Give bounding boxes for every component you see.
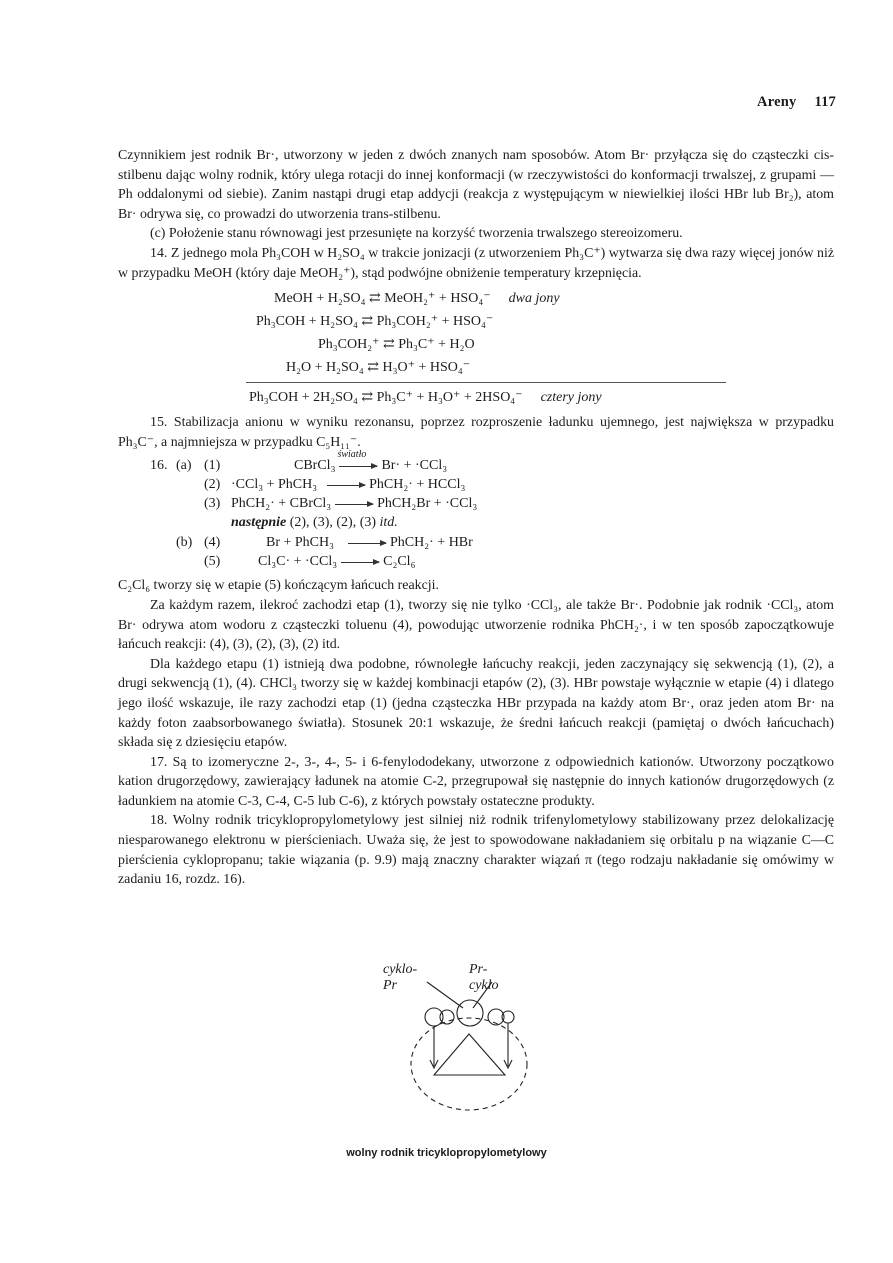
label-pr-cyklo: Pr-cyklo xyxy=(469,962,499,993)
reaction-1: CBrCl₃ światło Br· + ·CCl₃ xyxy=(294,456,447,476)
paragraph-zakazdym: Za każdym razem, ilekroć zachodzi etap (1), tworzy się nie tylko ·CCl₃, ale także Br·. Podobnie jak rodnik ·CCl₃, atom Br· odrywa atom wodoru z cząsteczki toluenu (4), powodując utworzenie rodnika PhCH₂·, i w ten sposób zapoczątkowuje łańcuch reakcji: (4), (3), (2), (3), (2) itd. xyxy=(118,597,834,653)
paragraph-17: 17. Są to izomeryczne 2-, 3-, 4-, 5- i 6-fenylododekany, utworzone z odpowiednich kationów. Utworzony początkowo kation drugorzędowy, zawierający ładunek na atomie C-2, przegrupował się następnie do innych kationów drugorzędowych (z ładunkiem na atomie C-3, C-4, C-5 lub C-6), z których powstały ostateczne produkty. xyxy=(118,754,834,809)
paragraph-18: 18. Wolny rodnik tricyklopropylometylowy jest silniej niż rodnik trifenylometylowy stabilizowany przez delokalizację niesparowanego elektronu w pierścieniach. Uważa się, że jest to spowodowane nakładaniem się orbitalu p na wiązanie C—C pierścienia cyklopropanu; takie wiązania (p. 9.9) mają znaczny charakter wiązań π (tego rodzaju nakładanie się omówimy w zadaniu 16, rozdz. 16). xyxy=(118,813,834,888)
paragraph-15: 15. Stabilizacja anionu w wyniku rezonansu, poprzez rozproszenie ładunku ujemnego, jest największa w przypadku Ph₃C⁻, a najmniejsza w przypadku C₅H₁₁⁻. xyxy=(118,415,834,450)
equation-4: H₂O + H₂SO₄ ⇄ H₃O⁺ + HSO₄⁻ xyxy=(286,360,471,376)
page-number: 117 xyxy=(814,94,836,110)
paragraph-dla: Dla każdego etapu (1) istnieją dwa podobne, równoległe łańcuchy reakcji, jeden zaczynający się sekwencją (1), (2), a drugi sekwencją (1), (4). CHCl₃ tworzy się w każdej kombinacji etapów (2), (3). HBr powstaje wyłącznie w etapie (4) i dlatego jego ilość wskazuje, ile razy zachodzi etap (1) (jedna cząsteczka HBr przypada na każdy atom Br·, oraz jeden atom Br· na każdy foton zaabsorbowanego światła). Stosunek 20:1 wskazuje, że średni łańcuch reakcji (pamiętaj o dwóch łańcuchach) składa się z dziesięciu etapów. xyxy=(118,656,834,751)
reaction-4: Br + PhCH₃ PhCH₂· + HBr xyxy=(266,535,473,551)
step-label: (5) xyxy=(204,554,221,570)
paragraph-intro: Czynnikiem jest rodnik Br·, utworzony w jeden z dwóch znanych nam sposobów. Atom Br· przyłącza się do cząsteczki cis-stilbenu dając wolny rodnik, który ulega rotacji do innej konformacji (w rzeczywistości do konformacji trwalszej, z grupami —Ph oddalonymi od siebie). Zanim nastąpi drugi etap addycji (reakcja z występującym w niewielkiej ilości HBr lub Br₂), atom Br· odrywa się, co prowadzi do utworzenia trans-stilbenu. xyxy=(118,148,834,222)
paragraph-c: (c) Położenie stanu równowagi jest przesunięte na korzyść tworzenia trwalszego stereoizomeru. xyxy=(150,226,683,242)
reaction-5: Cl₃C· + ·CCl₃ C₂Cl₆ xyxy=(258,554,416,570)
reaction-3: PhCH₂· + CBrCl₃ PhCH₂Br + ·CCl₃ xyxy=(231,496,478,512)
equation-2: Ph₃COH + H₂SO₄ ⇄ Ph₃COH₂⁺ + HSO₄⁻ xyxy=(256,314,494,330)
step-label: (1) xyxy=(204,458,221,474)
equation-note: dwa jony xyxy=(508,291,560,307)
paragraph-c2cl6: C₂Cl₆ tworzy się w etapie (5) kończącym łańcuch reakcji. xyxy=(118,578,439,594)
problem-number: 16. xyxy=(150,458,168,474)
equation-sum: Ph₃COH + 2H₂SO₄ ⇄ Ph₃C⁺ + H₃O⁺ + 2HSO₄⁻ cztery jony xyxy=(249,390,602,406)
bond-line xyxy=(473,982,492,1008)
part-b-label: (b) xyxy=(176,535,193,551)
step-label: (4) xyxy=(204,535,221,551)
part-a-label: (a) xyxy=(176,458,192,474)
next-steps: następnie (2), (3), (2), (3) itd. xyxy=(231,515,398,531)
paragraph-14: 14. Z jednego mola Ph₃COH w H₂SO₄ w trakcie jonizacji (z utworzeniem Ph₃C⁺) wytwarza się dwa razy więcej jonów niż w przypadku MeOH (który daje MeOH₂⁺), stąd podwójne obniżenie temperatury krzepnięcia. xyxy=(118,245,835,281)
equation-1: MeOH + H₂SO₄ ⇄ MeOH₂⁺ + HSO₄⁻ dwa jony xyxy=(274,291,560,307)
central-orbital xyxy=(457,1000,483,1026)
reaction-2: ·CCl₃ + PhCH₃ PhCH₂· + HCCl₃ xyxy=(231,477,466,493)
label-cyklo-pr: cyklo-Pr xyxy=(383,962,418,993)
equation-note: cztery jony xyxy=(540,390,602,406)
equation-3: Ph₃COH₂⁺ ⇄ Ph₃C⁺ + H₂O xyxy=(318,337,475,353)
step-label: (2) xyxy=(204,477,221,493)
cyclopropane-ring xyxy=(434,1034,505,1075)
figure-caption: wolny rodnik tricyklopropylometylowy xyxy=(346,1147,547,1159)
orbital-lobe xyxy=(440,1010,454,1024)
running-title: Areny xyxy=(757,94,797,110)
light-label: światło xyxy=(337,449,367,461)
bond-line xyxy=(427,982,463,1008)
step-label: (3) xyxy=(204,496,221,512)
